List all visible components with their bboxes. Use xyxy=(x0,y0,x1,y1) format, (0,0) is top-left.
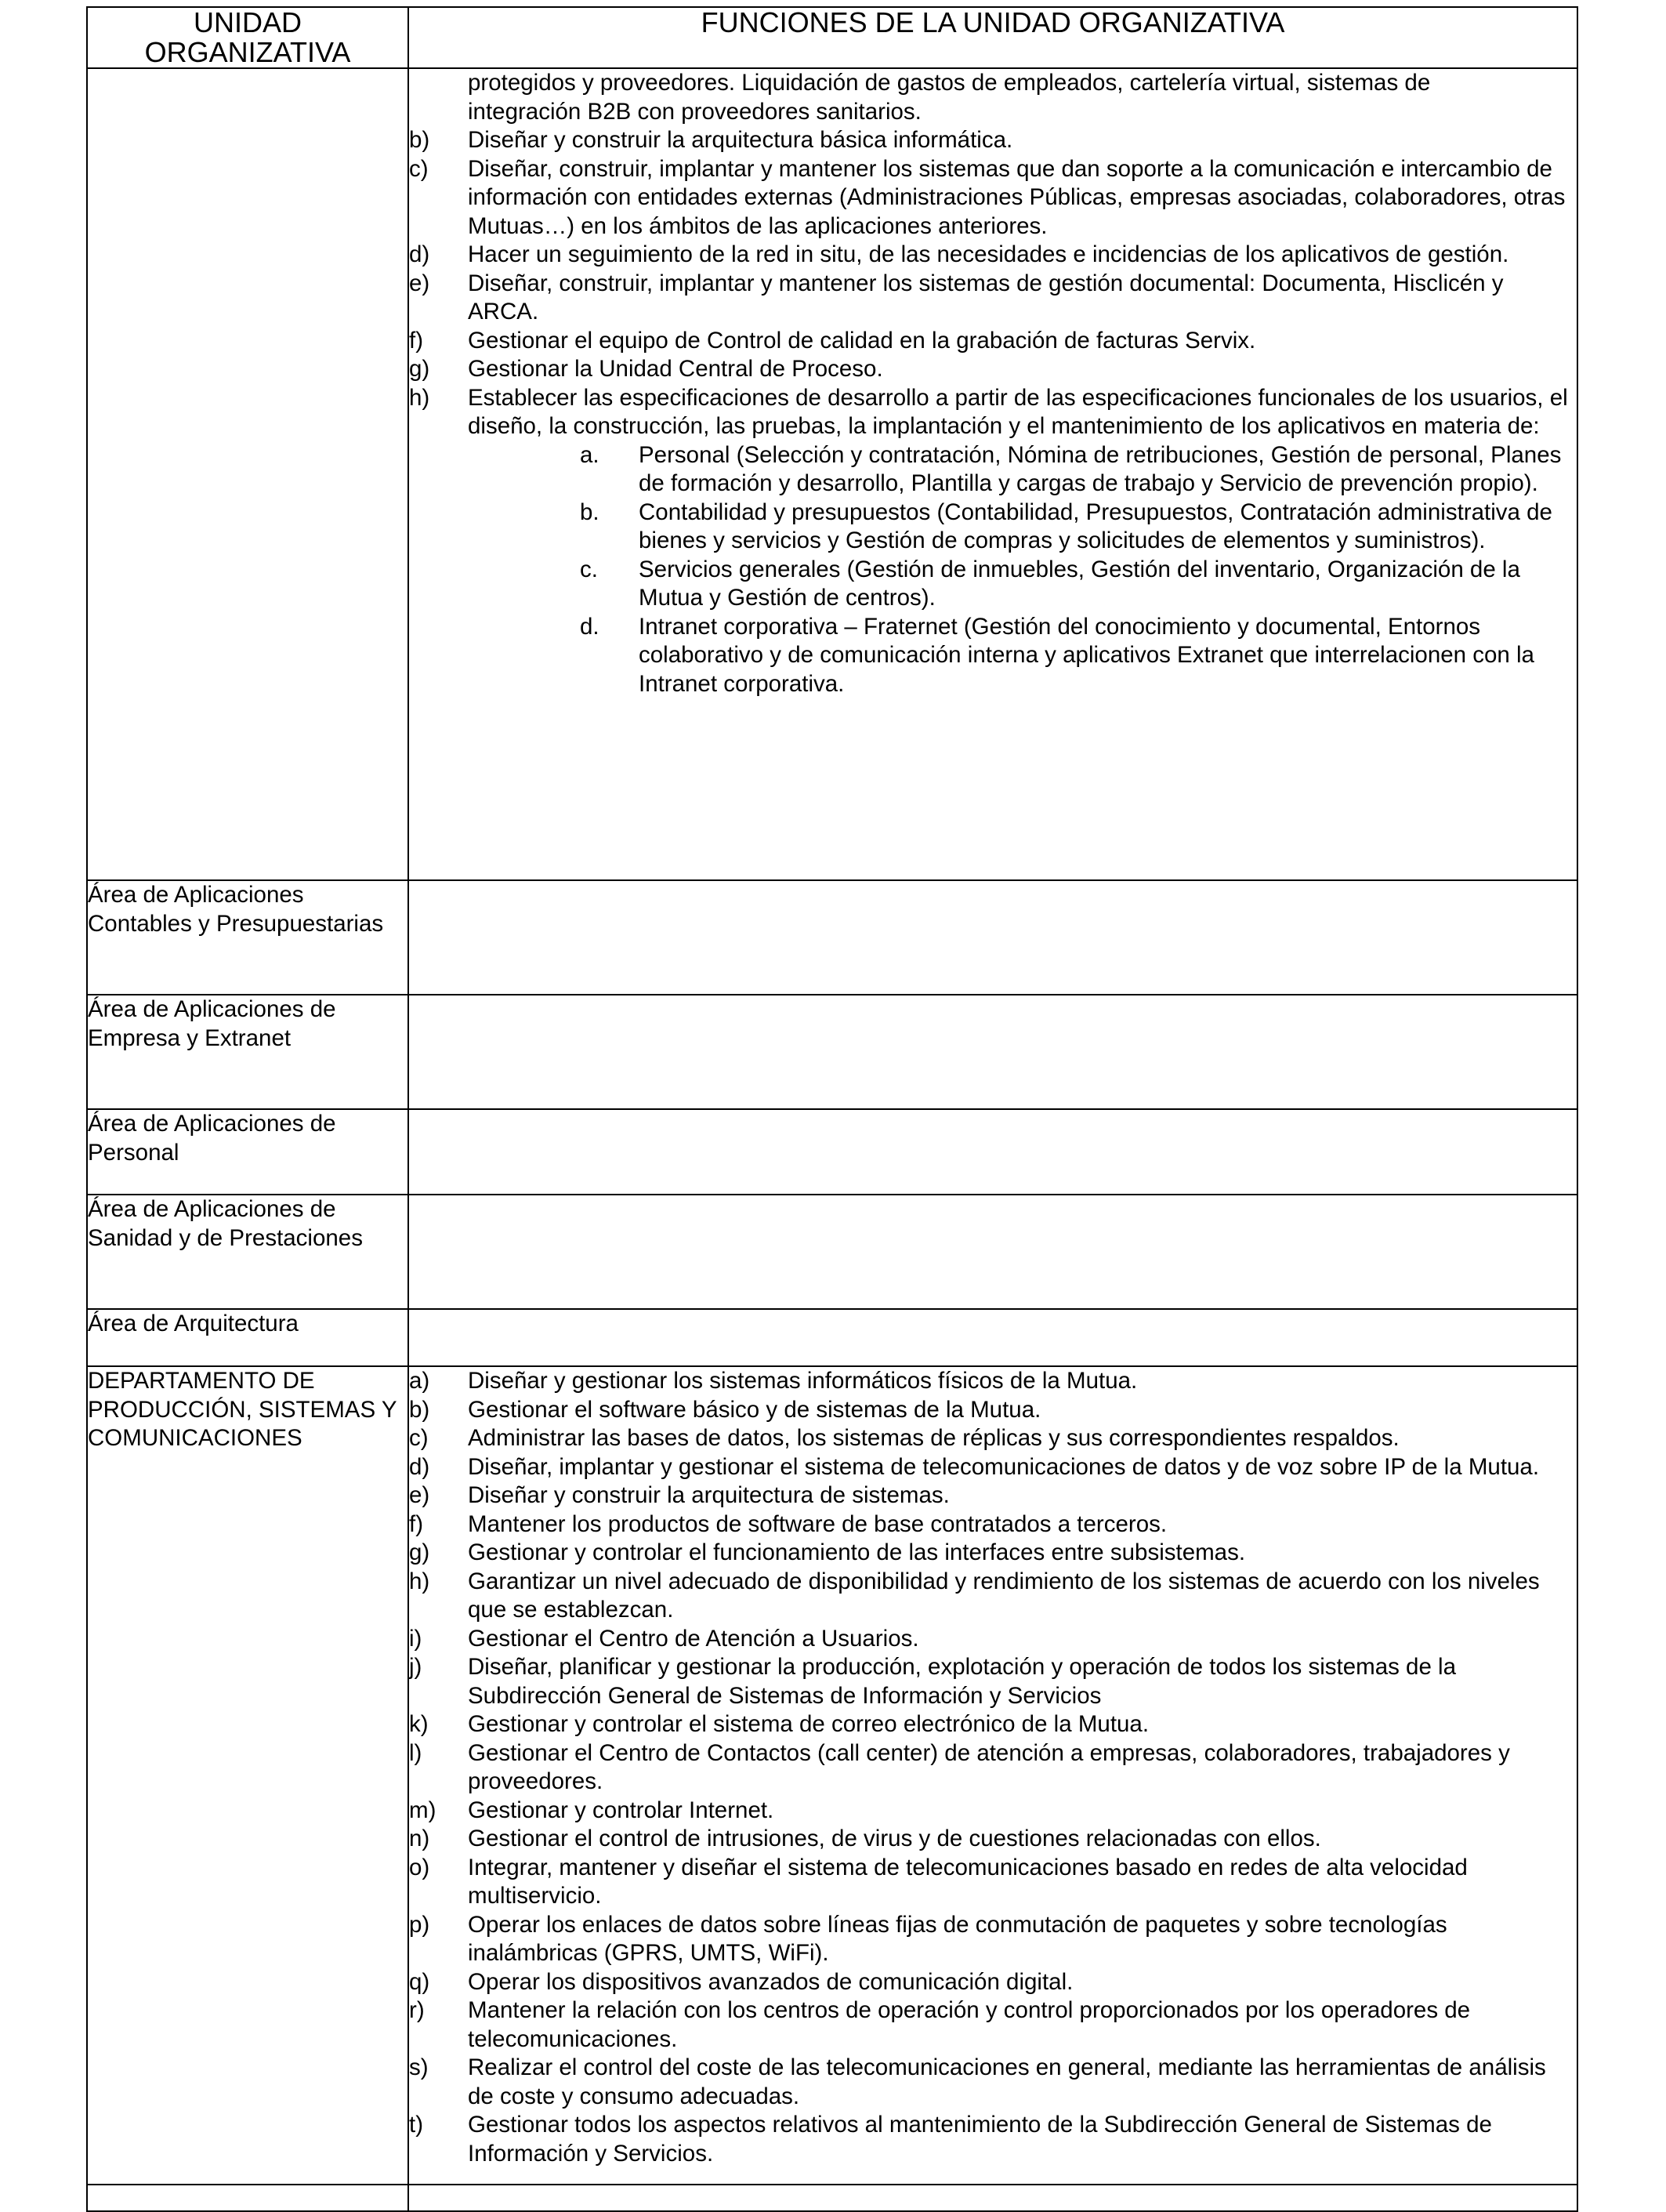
sub-list-item-label: c. xyxy=(580,556,598,582)
list-item xyxy=(409,1424,1577,1453)
table-row xyxy=(87,880,1577,995)
area-arquitectura: Área de Arquitectura xyxy=(87,1309,408,1366)
list-item-label: e) xyxy=(409,1482,430,1508)
list-item xyxy=(409,1739,1577,1797)
table-header-row xyxy=(87,7,1577,68)
list-item-label: c) xyxy=(409,155,429,182)
department-name: DEPARTAMENTO DE PRODUCCIÓN, SISTEMAS Y COMUNICACIONES xyxy=(87,1366,408,2185)
list-item-text: Gestionar y controlar Internet. xyxy=(468,1797,774,1823)
list-item-text: Operar los dispositivos avanzados de comunicación digital. xyxy=(468,1968,1074,1995)
list-item xyxy=(409,126,1577,155)
list-item xyxy=(409,1653,1577,1710)
list-item-text: Gestionar el software básico y de sistemas de la Mutua. xyxy=(468,1396,1041,1423)
list-item-label: b) xyxy=(409,1396,430,1423)
list-item xyxy=(409,1710,1577,1739)
list-item-text: Gestionar y controlar el funcionamiento de las interfaces entre subsistemas. xyxy=(468,1539,1246,1565)
list-item-label: q) xyxy=(409,1968,430,1995)
list-item-text: Diseñar, construir, implantar y mantener los sistemas de gestión documental: Documenta, Hisclicén y ARCA. xyxy=(468,270,1504,325)
list-item-label: c) xyxy=(409,1425,429,1451)
list-item xyxy=(409,355,1577,384)
list-item-text: Diseñar, implantar y gestionar el sistema de telecomunicaciones de datos y de voz sobre IP de la Mutua. xyxy=(468,1453,1540,1480)
department-function-list xyxy=(409,1367,1577,2168)
list-item xyxy=(409,327,1577,356)
table-row xyxy=(87,68,1577,880)
unit-cell-empty xyxy=(87,68,408,880)
list-item-label: o) xyxy=(409,1854,430,1880)
functions-cell-empty xyxy=(408,1195,1577,1309)
list-item xyxy=(409,2054,1577,2111)
list-item-text: Establecer las especificaciones de desarrollo a partir de las especificaciones funcionales de los usuarios, el diseño, la construcción, las pruebas, la implantación y el mantenimiento de los aplicativos en materia de: xyxy=(468,384,1568,439)
list-item xyxy=(409,2111,1577,2168)
sub-list-item-text: Intranet corporativa – Fraternet (Gestión del conocimiento y documental, Entornos colaborativo y de comunicación interna y aplicativos Extranet que interrelacionen con la Intranet corporativa. xyxy=(639,613,1534,697)
list-item xyxy=(409,1825,1577,1854)
list-item-text: Gestionar y controlar el sistema de correo electrónico de la Mutua. xyxy=(468,1711,1150,1737)
list-item-text: Gestionar la Unidad Central de Proceso. xyxy=(468,356,883,382)
area-empresa-extranet: Área de Aplicaciones de Empresa y Extranet xyxy=(87,995,408,1109)
area-personal: Área de Aplicaciones de Personal xyxy=(87,1109,408,1195)
list-item xyxy=(409,241,1577,270)
list-item-label: f) xyxy=(409,327,424,354)
list-item xyxy=(409,1539,1577,1568)
sub-list-item-text: Personal (Selección y contratación, Nómina de retribuciones, Gestión de personal, Planes de formación y desarrollo, Plantilla y cargas de trabajo y Servicio de prevención propio). xyxy=(639,441,1562,496)
list-item xyxy=(409,1854,1577,1911)
list-item-text: Administrar las bases de datos, los sistemas de réplicas y sus correspondientes respaldos. xyxy=(468,1425,1400,1451)
list-item-label: d) xyxy=(409,1453,430,1480)
list-item xyxy=(409,1481,1577,1510)
list-item-label: r) xyxy=(409,1997,425,2023)
sub-list-item xyxy=(409,613,1577,699)
sub-list-item-label: a. xyxy=(580,441,599,468)
list-item-label: a) xyxy=(409,1368,430,1394)
table-row xyxy=(87,1366,1577,2185)
functions-cell-empty xyxy=(408,1109,1577,1195)
table-row xyxy=(87,995,1577,1109)
list-item-text: Diseñar y gestionar los sistemas informáticos físicos de la Mutua. xyxy=(468,1368,1138,1394)
sub-list-item xyxy=(409,499,1577,556)
list-item xyxy=(409,1510,1577,1539)
list-item-label: t) xyxy=(409,2112,424,2138)
table-row xyxy=(87,1109,1577,1195)
list-item-text: Gestionar el control de intrusiones, de virus y de cuestiones relacionadas con ellos. xyxy=(468,1826,1321,1851)
list-item xyxy=(409,1367,1577,1396)
list-item-label: e) xyxy=(409,270,430,296)
functions-cell xyxy=(408,68,1577,880)
list-item-label: h) xyxy=(409,384,430,411)
list-item xyxy=(409,1625,1577,1654)
list-item-label: g) xyxy=(409,356,430,382)
list-item xyxy=(409,1396,1577,1425)
list-item-text: Garantizar un nivel adecuado de disponibilidad y rendimiento de los sistemas de acuerdo con los niveles que se establezcan. xyxy=(468,1568,1540,1623)
sub-list-item-text: Servicios generales (Gestión de inmuebles, Gestión del inventario, Organización de la Mutua y Gestión de centros). xyxy=(639,556,1520,611)
continuation-line: protegidos y proveedores. Liquidación de gastos de empleados, cartelería virtual, sistemas de xyxy=(468,70,1431,96)
table-row-empty xyxy=(87,2185,1577,2211)
list-item-label: m) xyxy=(409,1797,436,1823)
list-item-label: n) xyxy=(409,1826,430,1851)
header-funciones: FUNCIONES DE LA UNIDAD ORGANIZATIVA xyxy=(408,7,1577,68)
functions-cell-empty xyxy=(408,1309,1577,1366)
sub-list-item-label: b. xyxy=(580,499,599,525)
unit-cell-empty xyxy=(87,2185,408,2211)
function-list xyxy=(409,126,1577,441)
list-item-text: Diseñar y construir la arquitectura de sistemas. xyxy=(468,1482,950,1508)
list-item-label: l) xyxy=(409,1739,422,1766)
list-item-label: s) xyxy=(409,2054,429,2080)
list-item-text: Hacer un seguimiento de la red in situ, de las necesidades e incidencias de los aplicativos de gestión. xyxy=(468,241,1509,267)
list-item-text: Diseñar, construir, implantar y mantener los sistemas que dan soporte a la comunicación e intercambio de información con entidades externas (Administraciones Públicas, empresas asociadas, colaboradores, otras Mutuas…) en los ámbitos de las aplicaciones anteriores. xyxy=(468,155,1566,239)
area-contables: Área de Aplicaciones Contables y Presupuestarias xyxy=(87,880,408,995)
list-item xyxy=(409,1797,1577,1826)
table-row xyxy=(87,1309,1577,1366)
list-item-text: Diseñar y construir la arquitectura básica informática. xyxy=(468,127,1013,153)
list-item xyxy=(409,1911,1577,1968)
list-item-text: Mantener la relación con los centros de operación y control proporcionados por los operadores de telecomunicaciones. xyxy=(468,1997,1471,2052)
list-item-label: i) xyxy=(409,1625,422,1652)
list-item-label: p) xyxy=(409,1911,430,1938)
list-item-text: Operar los enlaces de datos sobre líneas fijas de conmutación de paquetes y sobre tecnologías inalámbricas (GPRS, UMTS, WiFi). xyxy=(468,1911,1447,1966)
header-unidad-organizativa: UNIDAD ORGANIZATIVA xyxy=(87,7,408,68)
functions-cell-empty xyxy=(408,995,1577,1109)
area-sanidad-prestaciones: Área de Aplicaciones de Sanidad y de Prestaciones xyxy=(87,1195,408,1309)
list-item-text: Mantener los productos de software de base contratados a terceros. xyxy=(468,1510,1168,1537)
functions-table xyxy=(86,6,1578,2212)
list-item-label: k) xyxy=(409,1711,429,1737)
sub-list-item-label: d. xyxy=(580,613,599,640)
continuation-line: integración B2B con proveedores sanitarios. xyxy=(468,98,922,125)
list-item xyxy=(409,155,1577,241)
functions-cell-empty xyxy=(408,880,1577,995)
list-item xyxy=(409,1968,1577,1997)
sub-list-item xyxy=(409,556,1577,613)
list-item-text: Gestionar el Centro de Atención a Usuarios. xyxy=(468,1625,919,1652)
list-item-label: h) xyxy=(409,1568,430,1594)
list-item-text: Gestionar todos los aspectos relativos al mantenimiento de la Subdirección General de Sistemas de Información y Servicios. xyxy=(468,2112,1492,2167)
list-item xyxy=(409,384,1577,441)
sub-list-item-text: Contabilidad y presupuestos (Contabilidad, Presupuestos, Contratación administrativa de bienes y servicios y Gestión de compras y solicitudes de elementos y suministros). xyxy=(639,499,1552,553)
list-item-label: j) xyxy=(409,1654,422,1680)
table-row xyxy=(87,1195,1577,1309)
functions-cell-empty xyxy=(408,2185,1577,2211)
list-item-label: b) xyxy=(409,127,430,153)
list-item-label: f) xyxy=(409,1510,424,1537)
list-item-text: Gestionar el equipo de Control de calidad en la grabación de facturas Servix. xyxy=(468,327,1256,354)
list-item-label: d) xyxy=(409,241,430,267)
list-item-label: g) xyxy=(409,1539,430,1565)
list-item-text: Diseñar, planificar y gestionar la producción, explotación y operación de todos los sistemas de la Subdirección General de Sistemas de Información y Servicios xyxy=(468,1654,1457,1709)
list-item-text: Gestionar el Centro de Contactos (call center) de atención a empresas, colaboradores, trabajadores y proveedores. xyxy=(468,1739,1510,1794)
list-item xyxy=(409,1996,1577,2054)
list-item xyxy=(409,270,1577,327)
list-item-text: Integrar, mantener y diseñar el sistema de telecomunicaciones basado en redes de alta velocidad multiservicio. xyxy=(468,1854,1468,1909)
list-item xyxy=(409,1453,1577,1482)
department-functions-cell xyxy=(408,1366,1577,2185)
list-item xyxy=(409,1568,1577,1625)
function-sublist xyxy=(409,441,1577,699)
list-item-text: Realizar el control del coste de las telecomunicaciones en general, mediante las herramientas de análisis de coste y consumo adecuadas. xyxy=(468,2054,1546,2109)
sub-list-item xyxy=(409,441,1577,499)
